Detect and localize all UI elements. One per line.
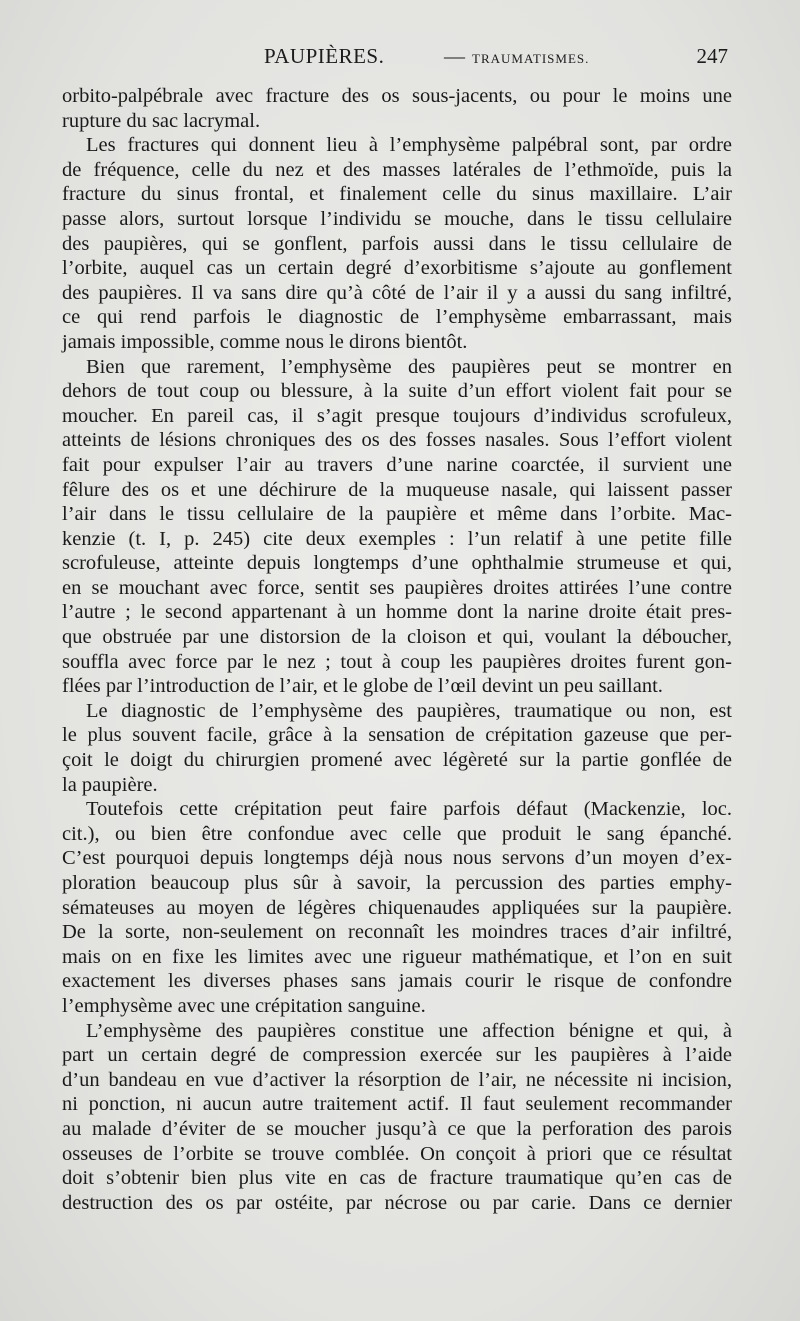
- text-line: de fréquence, celle du nez et des masses latérales de l’ethmoïde, puis la: [62, 158, 732, 181]
- text-line: sémateuses au moyen de légères chiquenaudes appliquées sur la paupière.: [62, 896, 732, 919]
- text-line: çoit le doigt du chirurgien promené avec légèreté sur la partie gonflée de: [62, 749, 732, 772]
- text-line: l’air dans le tissu cellulaire de la paupière et même dans l’orbite. Mac-: [62, 503, 732, 526]
- text-line: des paupières, qui se gonflent, parfois aussi dans le tissu cellulaire de: [62, 232, 732, 255]
- text-line: kenzie (t. I, p. 245) cite deux exemples : l’un relatif à une petite fille: [62, 527, 732, 550]
- text-line: en se mouchant avec force, sentit ses paupières droites attirées l’une contre: [62, 576, 732, 599]
- text-line: Les fractures qui donnent lieu à l’emphysème palpébral sont, par ordre: [86, 134, 732, 157]
- text-line: atteints de lésions chroniques des os des fosses nasales. Sous l’effort violent: [62, 429, 732, 452]
- text-line: que obstruée par une distorsion de la cloison et qui, voulant la déboucher,: [62, 626, 732, 649]
- text-line: ni ponction, ni aucun autre traitement actif. Il faut seulement recommander: [62, 1093, 732, 1116]
- text-line: moucher. En pareil cas, il s’agit presque toujours d’individus scrofuleux,: [62, 404, 732, 427]
- text-line: l’orbite, auquel cas un certain degré d’exorbitisme s’ajoute au gonflement: [62, 257, 732, 280]
- text-line: scrofuleuse, atteinte depuis longtemps d’une ophthalmie strumeuse et qui,: [62, 552, 732, 575]
- text-line: des paupières. Il va sans dire qu’à côté de l’air il y a aussi du sang infiltré,: [62, 281, 732, 304]
- running-head-title: PAUPIÈRES.: [264, 44, 385, 68]
- text-line: fracture du sinus frontal, et finalement celle du sinus maxillaire. L’air: [62, 183, 732, 206]
- running-head-dash: —: [444, 44, 465, 68]
- running-head-subtitle: TRAUMATISMES.: [472, 51, 590, 66]
- text-line: dehors de tout coup ou blessure, à la suite d’un effort violent fait pour se: [62, 380, 732, 403]
- text-line: le plus souvent facile, grâce à la sensation de crépitation gazeuse que per-: [62, 724, 732, 747]
- text-line: d’un bandeau en vue d’activer la résorption de l’air, ne nécessite ni incision,: [62, 1068, 732, 1091]
- text-line: fait pour expulser l’air au travers d’une narine coarctée, il survient une: [62, 453, 732, 476]
- text-line: Bien que rarement, l’emphysème des paupières peut se montrer en: [86, 355, 732, 378]
- text-line: jamais impossible, comme nous le dirons bientôt.: [62, 330, 468, 353]
- text-line: mais on en fixe les limites avec une rigueur mathématique, et l’on en suit: [62, 945, 732, 968]
- text-line: De la sorte, non-seulement on reconnaît les moindres traces d’air infiltré,: [62, 921, 732, 944]
- running-head: [62, 44, 732, 78]
- text-line: rupture du sac lacrymal.: [62, 109, 261, 132]
- text-line: C’est pourquoi depuis longtemps déjà nous nous servons d’un moyen d’ex-: [62, 847, 732, 870]
- text-line: destruction des os par ostéite, par nécrose ou par carie. Dans ce dernier: [62, 1191, 732, 1214]
- text-line: l’autre ; le second appartenant à un homme dont la narine droite était pres-: [62, 601, 732, 624]
- body-text: [62, 84, 732, 1215]
- text-line: Le diagnostic de l’emphysème des paupières, traumatique ou non, est: [86, 699, 732, 722]
- text-line: orbito-palpébrale avec fracture des os sous-jacents, ou pour le moins une: [62, 85, 732, 107]
- text-line: cit.), ou bien être confondue avec celle que produit le sang épanché.: [62, 822, 732, 845]
- text-line: part un certain degré de compression exercée sur les paupières à l’aide: [62, 1044, 732, 1067]
- text-line: fêlure des os et une déchirure de la muqueuse nasale, qui laissent passer: [62, 478, 732, 501]
- text-line: ce qui rend parfois le diagnostic de l’emphysème embarrassant, mais: [62, 306, 732, 329]
- text-line: doit s’obtenir bien plus vite en cas de fracture traumatique qu’en cas de: [62, 1167, 732, 1190]
- text-line: flées par l’introduction de l’air, et le globe de l’œil devint un peu saillant.: [62, 675, 663, 698]
- text-line: l’emphysème avec une crépitation sanguine.: [62, 994, 426, 1017]
- text-line: Toutefois cette crépitation peut faire parfois défaut (Mackenzie, loc.: [86, 798, 732, 821]
- text-line: souffla avec force par le nez ; tout à coup les paupières droites furent gon-: [62, 650, 732, 673]
- text-line: exactement les diverses phases sans jamais courir le risque de confondre: [62, 970, 732, 993]
- text-line: passe alors, surtout lorsque l’individu se mouche, dans le tissu cellulaire: [62, 207, 732, 230]
- text-line: au malade d’éviter de se moucher jusqu’à ce que la perforation des parois: [62, 1117, 732, 1140]
- text-line: osseuses de l’orbite se trouve comblée. On conçoit à priori que ce résultat: [62, 1142, 732, 1165]
- text-line: L’emphysème des paupières constitue une affection bénigne et qui, à: [86, 1019, 732, 1042]
- text-line: ploration beaucoup plus sûr à savoir, la percussion des parties emphy-: [62, 872, 732, 894]
- text-line: la paupière.: [62, 773, 158, 796]
- page-number: 247: [696, 44, 728, 68]
